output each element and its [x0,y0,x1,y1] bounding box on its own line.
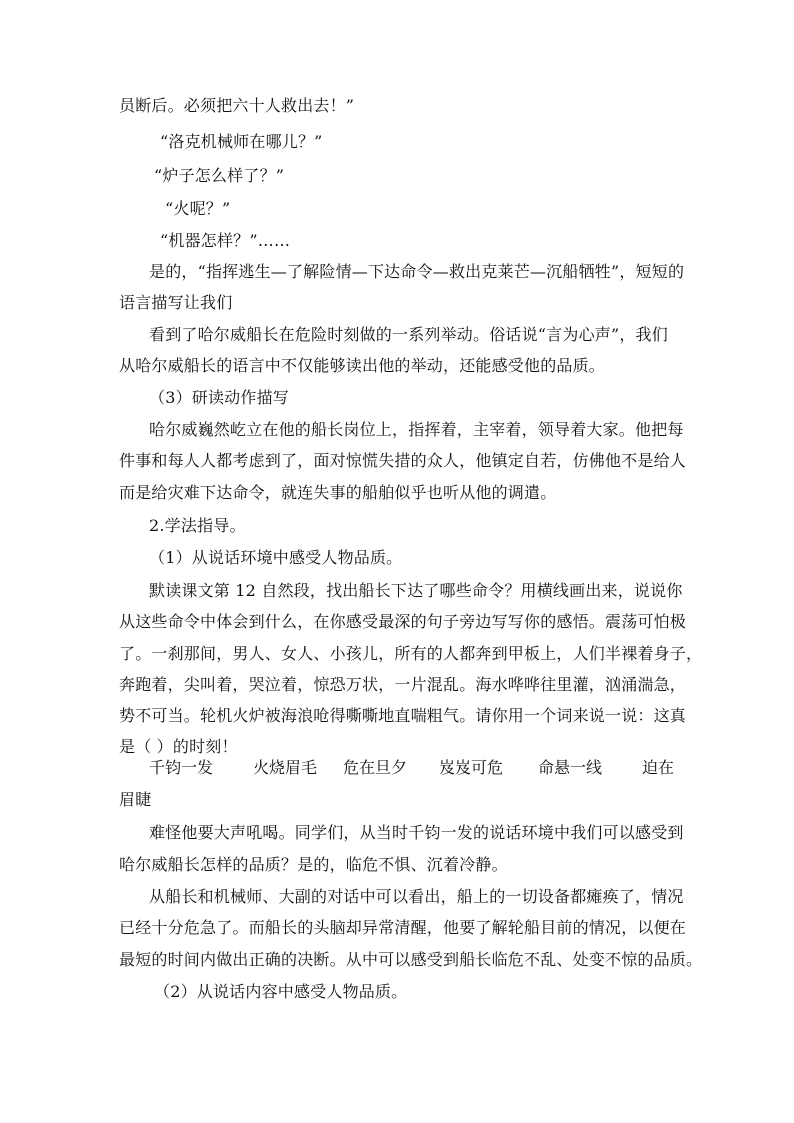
text-line: 默读课文第 12 自然段，找出船长下达了哪些命令？用横线画出来，说说你 [149,581,683,600]
section-heading: （1）从说话环境中感受人物品质。 [149,548,403,567]
text-line: 是（ ）的时刻！ [119,737,238,756]
text-line: 难怪他要大声吼喝。同学们，从当时千钧一发的说话环境中我们可以感受到 [149,823,684,842]
idiom-choice: 命悬一线 [538,758,603,777]
section-heading: 2.学法指导。 [149,516,246,535]
text-line: 眉睫 [119,790,152,809]
text-line: 从哈尔威船长的语言中不仅能够读出他的举动，还能感受他的品质。 [119,356,606,375]
idiom-choice: 危在旦夕 [343,758,408,777]
dialogue-line: “炉子怎么样了？” [154,166,285,185]
text-line: 已经十分危急了。而船长的头脑却异常清醒，他要了解轮船目前的情况，以便在 [119,918,687,937]
text-line: 看到了哈尔威船长在危险时刻做的一系列举动。俗话说“言为心声”，我们 [149,325,668,344]
text-line: 从船长和机械师、大副的对话中可以看出，船上的一切设备都瘫痪了，情况 [149,887,684,906]
idiom-choice: 迫在 [642,758,675,777]
idiom-choice: 千钧一发 [149,758,214,777]
idiom-choice: 火烧眉毛 [253,758,318,777]
dialogue-line: “洛克机械师在哪儿？” [160,132,323,151]
section-heading: （2）从说话内容中感受人物品质。 [154,982,408,1001]
text-line: 员断后。必须把六十人救出去！” [119,96,355,115]
text-line: 势不可当。轮机火炉被海浪呛得嘶嘶地直喘粗气。请你用一个词来说一说：这真 [119,706,687,725]
text-line: 是的，“指挥逃生—了解险情—下达命令—救出克莱芒—沉船牺牲”，短短的 [149,262,685,281]
section-heading: （3）研读动作描写 [149,388,289,407]
text-line: 最短的时间内做出正确的决断。从中可以感受到船长临危不乱、处变不惊的品质。 [119,950,703,969]
text-line: 哈尔威巍然屹立在他的船长岗位上，指挥着，主宰着，领导着大家。他把每 [149,420,684,439]
text-line: 件事和每人人都考虑到了，面对惊慌失措的众人，他镇定自若，仿佛他不是给人 [119,451,687,470]
idiom-choice: 岌岌可危 [439,758,504,777]
text-line: 奔跑着，尖叫着，哭泣着，惊恐万状，一片混乱。海水哗哗往里灌，汹涌湍急， [119,675,687,694]
text-line: 语言描写让我们 [119,293,233,312]
dialogue-line: “火呢？” [165,199,231,218]
text-line: 了。一刹那间，男人、女人、小孩儿，所有的人都奔到甲板上，人们半裸着身子， [119,644,703,663]
text-line: 哈尔威船长怎样的品质？是的，临危不惧、沉着冷静。 [119,855,508,874]
text-line: 而是给灾难下达命令，就连失事的船舶似乎也听从他的调遣。 [119,483,557,502]
dialogue-line: “机器怎样？”…… [160,231,291,250]
text-line: 从这些命令中体会到什么，在你感受最深的句子旁边写写你的感悟。震荡可怕极 [119,612,687,631]
